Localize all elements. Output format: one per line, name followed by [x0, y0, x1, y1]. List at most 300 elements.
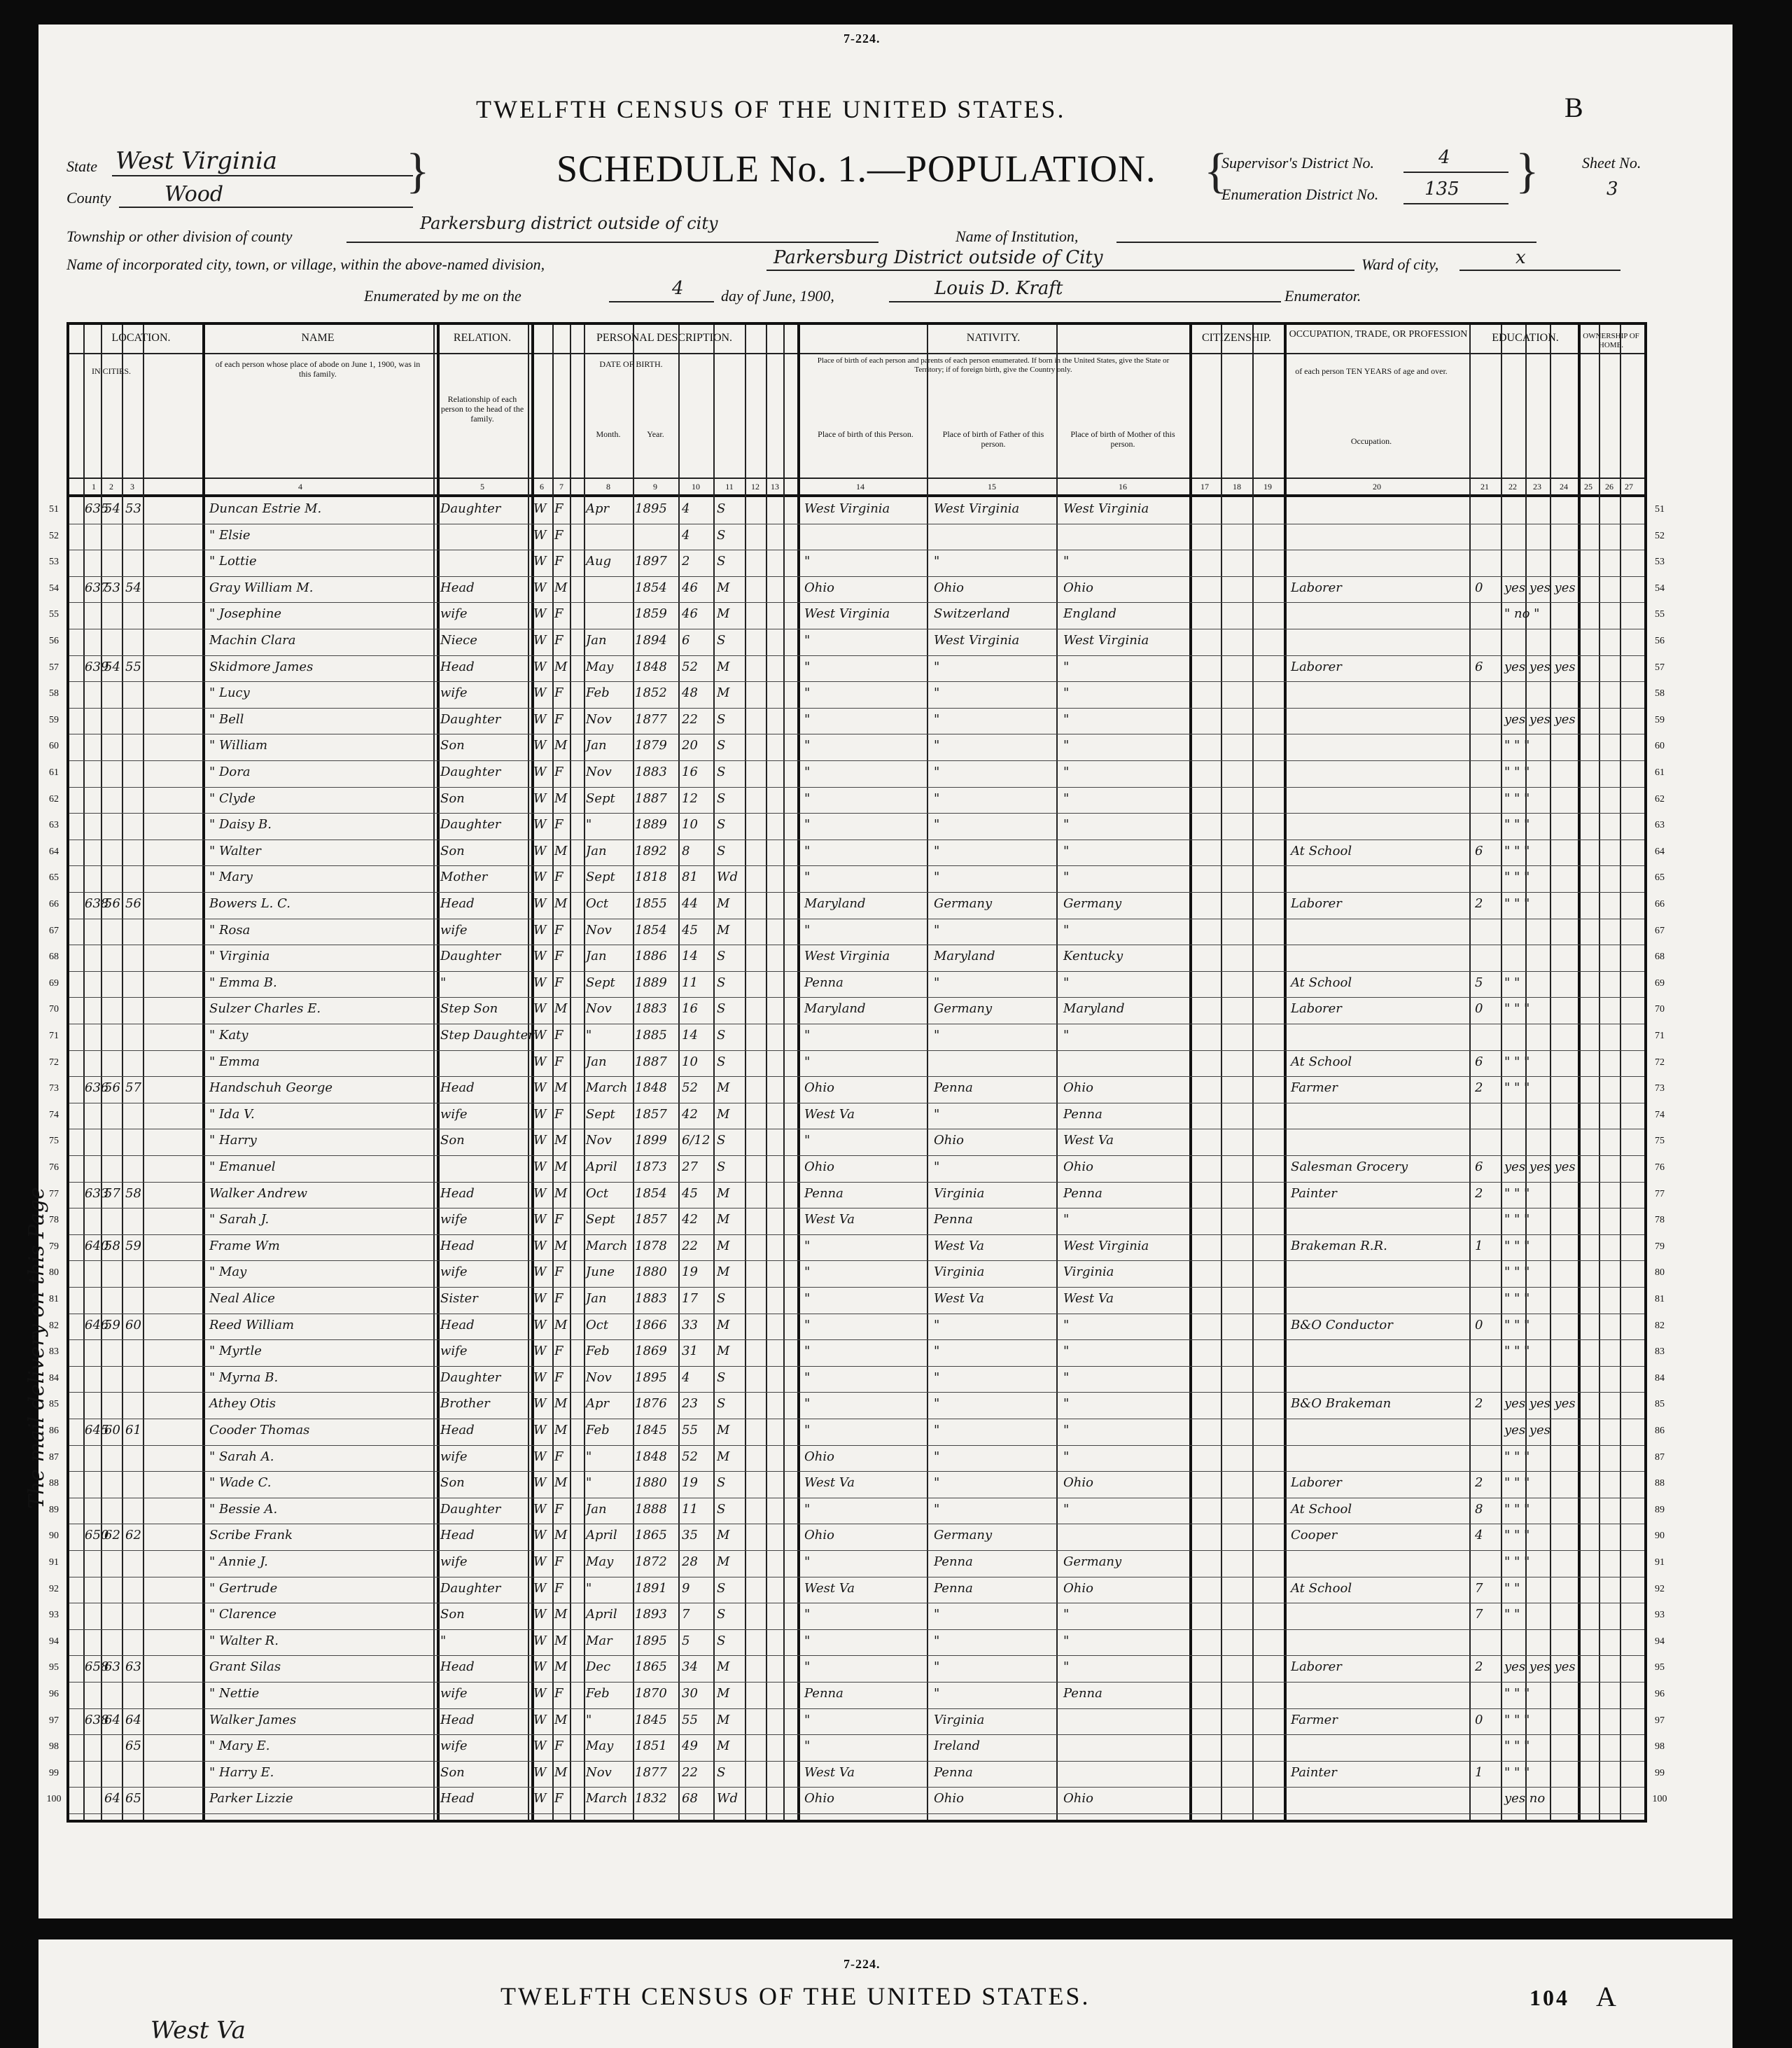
table-row — [69, 923, 1644, 941]
cell-name: Walker Andrew — [209, 1185, 308, 1201]
cell-sex: M — [554, 1633, 568, 1648]
cell-ms: S — [717, 1501, 726, 1517]
cell-rel: " — [440, 975, 447, 990]
cell-father: " — [934, 659, 940, 674]
cell-mother: " — [1063, 554, 1070, 569]
cell-mother: " — [1063, 975, 1070, 990]
cell-rel: " — [440, 1633, 447, 1648]
cell-mother: " — [1063, 1317, 1070, 1332]
county-label: County — [66, 189, 111, 207]
line-number-right: 64 — [1655, 846, 1665, 857]
cell-ms: M — [717, 922, 730, 938]
cell-birth: " — [804, 1028, 811, 1043]
table-row — [69, 1080, 1644, 1099]
cell-father: " — [934, 1659, 940, 1675]
cell-occ: At School — [1291, 843, 1352, 858]
column-number: 3 — [130, 482, 134, 492]
enumeration-label: Enumeration District No. — [1222, 186, 1379, 203]
cell-father: West Virginia — [934, 501, 1020, 516]
cell-sex: F — [554, 870, 564, 885]
cell-rel: wife — [440, 1212, 468, 1227]
row-line — [69, 813, 1644, 814]
cell-birth: " — [804, 1712, 811, 1727]
line-number-right: 57 — [1655, 662, 1665, 673]
cell-father: " — [934, 843, 940, 858]
cell-color: W — [533, 659, 547, 674]
cell-color: W — [533, 949, 547, 964]
cell-month: " — [586, 1580, 592, 1596]
cell-name: Athey Otis — [209, 1396, 276, 1412]
cell-occ: Farmer — [1291, 1080, 1338, 1096]
cell-dw: 54 — [104, 501, 120, 516]
cell-sex: F — [554, 527, 564, 543]
cell-ed: " " — [1504, 1607, 1520, 1622]
cell-rel: Head — [440, 1080, 475, 1096]
column-number: 17 — [1200, 482, 1209, 492]
line-number-right: 58 — [1655, 688, 1665, 699]
table-row — [69, 1659, 1644, 1678]
cell-month: April — [586, 1607, 617, 1622]
cell-name: " Myrtle — [209, 1344, 262, 1359]
cell-sex: F — [554, 633, 564, 648]
line-number-right: 83 — [1655, 1346, 1665, 1358]
cell-dw: 57 — [104, 1185, 120, 1201]
line-number-left: 99 — [49, 1767, 59, 1778]
cell-age: 10 — [682, 817, 698, 833]
cell-ms: S — [717, 975, 726, 990]
line-number-right: 91 — [1655, 1557, 1665, 1568]
cell-age: 81 — [682, 870, 698, 885]
cell-birth: " — [804, 1607, 811, 1622]
cell-age: 46 — [682, 606, 698, 622]
cell-ed: " " " — [1504, 1001, 1530, 1017]
cell-birth: " — [804, 843, 811, 858]
township-value: Parkersburg district outside of city — [420, 214, 718, 233]
cell-house: 638 — [85, 1712, 109, 1727]
cell-color: W — [533, 501, 547, 516]
cell-month: Sept — [586, 975, 615, 990]
cell-ms: M — [717, 606, 730, 622]
cell-ed: yes yes yes — [1504, 1659, 1576, 1675]
cell-name: " Bell — [209, 711, 244, 727]
cell-sex: F — [554, 1686, 564, 1701]
cell-year: 1899 — [635, 1133, 667, 1148]
column-number: 7 — [559, 482, 564, 492]
cell-rel: Daughter — [440, 501, 501, 516]
cell-name: " Mary — [209, 870, 253, 885]
cell-age: 30 — [682, 1686, 698, 1701]
cell-ms: S — [717, 1764, 726, 1780]
cell-ms: S — [717, 1054, 726, 1069]
cell-mother: " — [1063, 1396, 1070, 1412]
line-number-right: 88 — [1655, 1478, 1665, 1489]
cell-father: " — [934, 685, 940, 701]
cell-mother: " — [1063, 1449, 1070, 1464]
cell-color: W — [533, 1580, 547, 1596]
cell-year: 1883 — [635, 765, 667, 779]
line-number-right: 99 — [1655, 1767, 1665, 1778]
cell-sex: F — [554, 1028, 564, 1043]
cell-ed: " " " — [1504, 1238, 1530, 1253]
cell-ms: S — [717, 949, 726, 964]
cell-rel: wife — [440, 606, 468, 622]
cell-birth: " — [804, 711, 811, 727]
cell-rel: wife — [440, 1554, 468, 1569]
cell-year: 1872 — [635, 1554, 667, 1569]
cell-color: W — [533, 1501, 547, 1517]
cell-father: " — [934, 738, 940, 753]
cell-age: 11 — [682, 1501, 698, 1517]
cell-age: 6 — [682, 633, 690, 648]
city-value: Parkersburg District outside of City — [774, 247, 1103, 268]
cell-name: Parker Lizzie — [209, 1791, 293, 1806]
row-line — [69, 1655, 1644, 1656]
cell-rel: Head — [440, 659, 475, 674]
cell-birth: Penna — [804, 1185, 844, 1201]
cell-year: 1895 — [635, 1633, 667, 1648]
cell-ed: yes yes yes — [1504, 1396, 1576, 1412]
cell-mother: Ohio — [1063, 1080, 1093, 1096]
header-relation: RELATION. — [453, 332, 512, 344]
cell-mother: " — [1063, 817, 1070, 833]
cell-ed: yes yes yes — [1504, 659, 1576, 674]
line-number-right: 95 — [1655, 1662, 1665, 1673]
cell-age: 52 — [682, 659, 698, 674]
cell-ed: " " " — [1504, 1554, 1530, 1569]
line-number-right: 90 — [1655, 1531, 1665, 1542]
cell-fam: 57 — [125, 1080, 141, 1096]
table-row — [69, 1212, 1644, 1230]
cell-name: Machin Clara — [209, 633, 296, 648]
population-table — [46, 322, 1667, 1823]
cell-month: Jan — [586, 843, 607, 858]
cell-year: 1878 — [635, 1238, 667, 1253]
line-number-left: 62 — [49, 793, 59, 804]
row-line — [69, 1445, 1644, 1446]
cell-name: Duncan Estrie M. — [209, 501, 322, 516]
cell-month: Oct — [586, 896, 609, 911]
cell-sex: F — [554, 949, 564, 964]
table-row — [69, 1765, 1644, 1783]
cell-ed: " " " — [1504, 817, 1530, 833]
table-row — [69, 817, 1644, 835]
cell-dw: 56 — [104, 1080, 120, 1096]
cell-birth: Ohio — [804, 1528, 834, 1543]
table-row — [69, 765, 1644, 783]
cell-fam: 65 — [125, 1739, 141, 1754]
cell-month: March — [586, 1791, 628, 1806]
cell-occ: Salesman Grocery — [1291, 1159, 1408, 1174]
row-line — [69, 602, 1644, 603]
cell-house: 646 — [85, 1317, 109, 1332]
cell-ms: M — [717, 659, 730, 674]
section-header-line — [69, 353, 1644, 354]
cell-color: W — [533, 580, 547, 595]
cell-birth: " — [804, 1054, 811, 1069]
cell-age: 4 — [682, 527, 690, 543]
cell-mother: Ohio — [1063, 1475, 1093, 1491]
cell-mo: 4 — [1475, 1528, 1483, 1543]
table-row — [69, 844, 1644, 862]
cell-birth: " — [804, 1501, 811, 1517]
cell-sex: F — [554, 922, 564, 938]
line-number-left: 87 — [49, 1451, 59, 1463]
cell-age: 52 — [682, 1080, 698, 1096]
cell-birth: " — [804, 870, 811, 885]
cell-color: W — [533, 1791, 547, 1806]
column-number: 16 — [1119, 482, 1127, 492]
state-underline — [112, 175, 413, 176]
cell-father: Ohio — [934, 1133, 964, 1148]
column-number: 12 — [751, 482, 760, 492]
subheader-birth-person: Place of birth of this Person. — [818, 429, 913, 439]
cell-mo: 1 — [1475, 1238, 1483, 1253]
cell-color: W — [533, 1265, 547, 1280]
cell-ms: S — [717, 554, 726, 569]
cell-year: 1880 — [635, 1265, 667, 1280]
cell-ms: S — [717, 711, 726, 727]
cell-mother: " — [1063, 1633, 1070, 1648]
cell-year: 1895 — [635, 1370, 667, 1385]
cell-name: " Wade C. — [209, 1475, 272, 1491]
cell-sex: M — [554, 1607, 568, 1622]
cell-month: " — [586, 1028, 592, 1043]
cell-mother: West Virginia — [1063, 501, 1149, 516]
cell-sex: M — [554, 1133, 568, 1148]
row-line — [69, 1155, 1644, 1156]
cell-name: " Walter — [209, 843, 261, 858]
cell-ed: " " " — [1504, 1291, 1530, 1306]
cell-birth: West Virginia — [804, 501, 890, 516]
cell-month: Apr — [586, 501, 610, 516]
line-number-left: 70 — [49, 1004, 59, 1015]
line-number-right: 63 — [1655, 820, 1665, 831]
cell-house: 636 — [85, 1080, 109, 1096]
enumerated-prefix: Enumerated by me on the — [364, 287, 522, 305]
next-schedule-letter: A — [1596, 1981, 1616, 2012]
line-number-right: 93 — [1655, 1610, 1665, 1621]
cell-sex: M — [554, 790, 568, 806]
cell-rel: Daughter — [440, 1370, 501, 1385]
cell-year: 1854 — [635, 922, 667, 938]
table-row — [69, 1186, 1644, 1204]
cell-sex: F — [554, 765, 564, 779]
cell-house: 638 — [85, 896, 109, 911]
line-number-right: 68 — [1655, 952, 1665, 963]
cell-rel: Daughter — [440, 1501, 501, 1517]
cell-mother: Maryland — [1063, 1001, 1125, 1017]
line-number-left: 79 — [49, 1241, 59, 1252]
cell-father: " — [934, 870, 940, 885]
row-line — [69, 1050, 1644, 1051]
cell-name: " Emma B. — [209, 975, 277, 990]
cell-mother: Ohio — [1063, 580, 1093, 595]
cell-sex: F — [554, 1791, 564, 1806]
cell-ms: S — [717, 1580, 726, 1596]
cell-sex: F — [554, 606, 564, 622]
cell-month: Sept — [586, 870, 615, 885]
line-number-right: 51 — [1655, 504, 1665, 515]
cell-birth: " — [804, 1133, 811, 1148]
cell-rel: Head — [440, 1185, 475, 1201]
row-line — [69, 1287, 1644, 1288]
cell-name: Gray William M. — [209, 580, 314, 595]
cell-father: Ohio — [934, 580, 964, 595]
table-row — [69, 554, 1644, 572]
cell-age: 27 — [682, 1159, 698, 1174]
cell-color: W — [533, 527, 547, 543]
cell-mother: " — [1063, 711, 1070, 727]
line-number-left: 68 — [49, 952, 59, 963]
cell-rel: Son — [440, 1475, 465, 1491]
cell-name: Handschuh George — [209, 1080, 333, 1096]
line-number-right: 80 — [1655, 1267, 1665, 1279]
cell-birth: Ohio — [804, 580, 834, 595]
cell-age: 55 — [682, 1712, 698, 1727]
cell-ms: Wd — [717, 1791, 738, 1806]
column-number: 26 — [1605, 482, 1614, 492]
line-number-left: 51 — [49, 504, 59, 515]
header-ownership: OWNERSHIP OF HOME. — [1583, 332, 1639, 349]
census-sheet — [24, 25, 1732, 1918]
cell-mother: West Va — [1063, 1133, 1114, 1148]
line-number-left: 73 — [49, 1083, 59, 1094]
table-row — [69, 738, 1644, 756]
line-number-left: 90 — [49, 1531, 59, 1542]
column-number: 1 — [92, 482, 96, 492]
cell-rel: Head — [440, 1423, 475, 1437]
city-underline — [766, 270, 1354, 271]
cell-father: Virginia — [934, 1712, 985, 1727]
table-row — [69, 896, 1644, 914]
cell-father: " — [934, 1475, 940, 1491]
cell-father: Ohio — [934, 1791, 964, 1806]
cell-name: " Myrna B. — [209, 1370, 279, 1385]
cell-month: May — [586, 659, 614, 674]
table-row — [69, 1502, 1644, 1520]
cell-sex: F — [554, 1449, 564, 1464]
cell-color: W — [533, 1712, 547, 1727]
cell-mo: 6 — [1475, 1054, 1483, 1069]
cell-rel: Step Son — [440, 1001, 498, 1017]
cell-father: West Virginia — [934, 633, 1020, 648]
cell-month: Nov — [586, 922, 612, 938]
table-row — [69, 870, 1644, 888]
cell-ed: " " " — [1504, 1265, 1530, 1280]
cell-occ: Painter — [1291, 1185, 1337, 1201]
cell-dw: 56 — [104, 896, 120, 911]
line-number-left: 84 — [49, 1372, 59, 1384]
cell-age: 7 — [682, 1607, 690, 1622]
cell-rel: wife — [440, 1449, 468, 1464]
cell-father: " — [934, 1686, 940, 1701]
cell-rel: Mother — [440, 870, 488, 885]
cell-ed: " " " — [1504, 1712, 1530, 1727]
table-row — [69, 1239, 1644, 1257]
cell-month: Nov — [586, 1133, 612, 1148]
cell-ms: M — [717, 1449, 730, 1464]
cell-ed: yes yes yes — [1504, 711, 1576, 727]
line-number-left: 85 — [49, 1399, 59, 1410]
line-number-left: 96 — [49, 1689, 59, 1699]
county-value: Wood — [164, 182, 224, 207]
cell-name: " Mary E. — [209, 1739, 270, 1754]
cell-mother: West Virginia — [1063, 633, 1149, 648]
cell-name: Grant Silas — [209, 1659, 281, 1675]
cell-ed: " " " — [1504, 1212, 1530, 1227]
cell-father: Germany — [934, 1001, 993, 1017]
cell-rel: Head — [440, 896, 475, 911]
cell-rel: Step Daughter — [440, 1028, 534, 1043]
cell-year: 1873 — [635, 1159, 667, 1174]
row-line — [69, 1629, 1644, 1630]
next-census-title: TWELFTH CENSUS OF THE UNITED STATES. — [500, 1982, 1091, 2010]
cell-age: 8 — [682, 843, 690, 858]
cell-ms: M — [717, 896, 730, 911]
cell-rel: wife — [440, 922, 468, 938]
cell-color: W — [533, 685, 547, 701]
cell-mo: 1 — [1475, 1764, 1483, 1780]
row-line — [69, 655, 1644, 656]
cell-sex: M — [554, 1659, 568, 1675]
cell-sex: M — [554, 659, 568, 674]
cell-fam: 58 — [125, 1185, 141, 1201]
cell-name: " Emanuel — [209, 1159, 276, 1174]
cell-month: Dec — [586, 1659, 611, 1675]
cell-year: 1889 — [635, 817, 667, 833]
cell-name: Reed William — [209, 1317, 295, 1332]
line-number-right: 79 — [1655, 1241, 1665, 1252]
line-number-left: 56 — [49, 636, 59, 646]
cell-year: 1866 — [635, 1317, 667, 1332]
row-line — [69, 1234, 1644, 1235]
cell-sex: F — [554, 501, 564, 516]
cell-sex: F — [554, 1501, 564, 1517]
cell-color: W — [533, 1396, 547, 1412]
table-row — [69, 1370, 1644, 1388]
state-value: West Virginia — [115, 147, 277, 175]
table-row — [69, 685, 1644, 704]
subheader-in-cities: IN CITIES. — [92, 366, 131, 376]
column-number: 14 — [856, 482, 864, 492]
cell-occ: Laborer — [1291, 1659, 1342, 1675]
cell-month: Jan — [586, 1291, 607, 1306]
cell-ms: M — [717, 1659, 730, 1675]
line-number-right: 66 — [1655, 899, 1665, 910]
cell-color: W — [533, 606, 547, 622]
cell-month: Jan — [586, 1501, 607, 1517]
cell-fam: 53 — [125, 501, 141, 516]
cell-year: 1848 — [635, 659, 667, 674]
cell-rel: Head — [440, 1791, 475, 1806]
cell-rel: Daughter — [440, 817, 501, 833]
cell-month: Nov — [586, 1001, 612, 1017]
cell-name: " William — [209, 738, 268, 753]
cell-rel: Head — [440, 1317, 475, 1332]
cell-sex: M — [554, 738, 568, 753]
cell-month: " — [586, 1475, 592, 1491]
cell-color: W — [533, 1554, 547, 1569]
cell-fam: 63 — [125, 1659, 141, 1675]
table-row — [69, 1001, 1644, 1019]
column-number: 13 — [771, 482, 779, 492]
line-number-right: 60 — [1655, 741, 1665, 752]
cell-mother: Germany — [1063, 1554, 1122, 1569]
cell-sex: F — [554, 1370, 564, 1385]
cell-sex: M — [554, 1001, 568, 1017]
cell-ms: Wd — [717, 870, 738, 885]
row-line — [69, 1471, 1644, 1472]
